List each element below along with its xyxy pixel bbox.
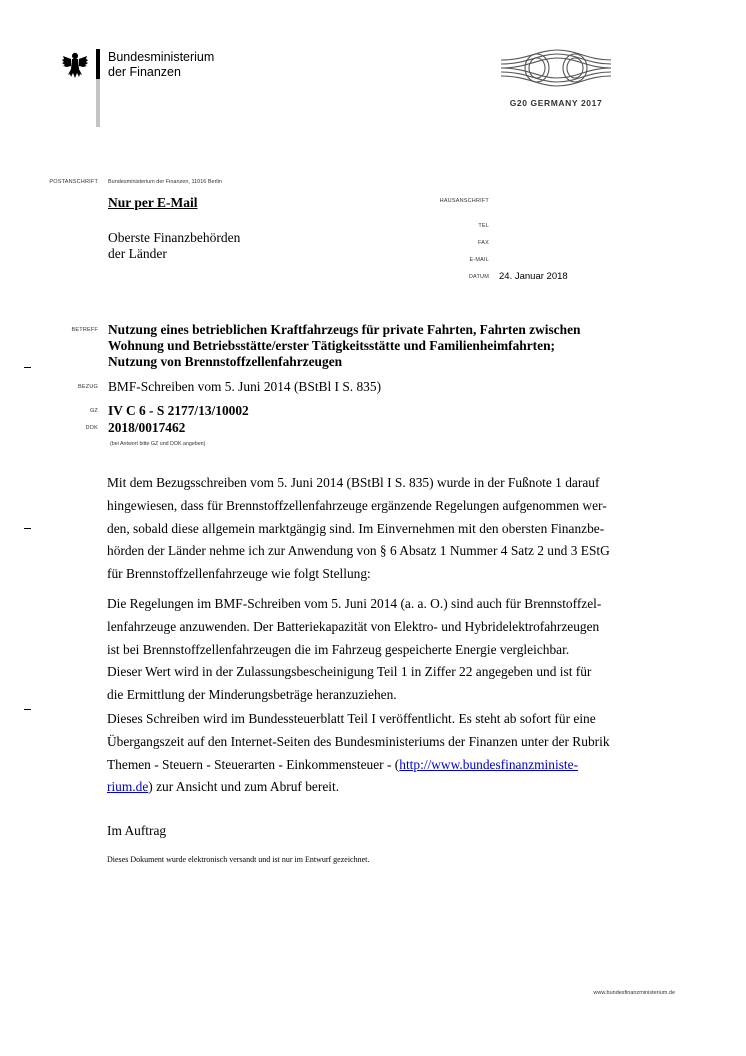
footer-website: www.bundesfinanzministerium.de	[593, 990, 675, 996]
p2-line: Die Regelungen im BMF-Schreiben vom 5. Juni 2014 (a. a. O.) sind auch für Brennstoffzel-	[107, 596, 602, 611]
recipient-line1: Oberste Finanzbehörden	[108, 230, 241, 245]
p3-line3-text: Themen - Steuern - Steuerarten - Einkommensteuer - (	[107, 756, 400, 772]
p3-line4-text: ) zur Ansicht und zum Abruf bereit.	[148, 779, 340, 795]
closing-text: Im Auftrag	[107, 823, 167, 838]
p1-line: Mit dem Bezugsschreiben vom 5. Juni 2014 (BStBl I S. 835) wurde in der Fußnote 1 darauf	[107, 475, 600, 490]
gz-label: GZ	[89, 408, 98, 414]
betreff-line2: Wohnung und Betriebsstätte/erster Tätigkeitsstätte und Familienheimfahrten;	[108, 338, 555, 353]
dok-value: 2018/0017462	[108, 420, 186, 435]
fold-mark-middle	[24, 528, 31, 529]
body-paragraph-2	[107, 593, 673, 707]
bezug-label: BEZUG	[78, 384, 98, 390]
p2-line: ist bei Brennstoffzellenfahrzeugen die im Fahrzeug gespeicherte Energie vergleichbar.	[107, 641, 570, 657]
bmf-website-link[interactable]: http://www.bundesfinanzministe-	[399, 756, 579, 772]
fax-label: FAX	[478, 240, 489, 246]
postanschrift-label: POSTANSCHRIFT	[49, 179, 98, 185]
p1-line: für Brennstoffzellenfahrzeuge wie folgt Stellung:	[107, 566, 371, 582]
betreff-line3: Nutzung von Brennstoffzellenfahrzeugen	[108, 354, 343, 369]
tel-label: TEL	[478, 223, 489, 229]
fold-mark-top	[24, 367, 31, 368]
betreff-text	[108, 322, 580, 370]
p1-line: den, sobald diese allgemein marktgängig sind. Im Einvernehmen mit den obersten Finanzbe-	[107, 520, 605, 536]
p3-line	[107, 754, 673, 777]
body-paragraph-1	[107, 472, 673, 586]
recipient-line2: der Länder	[108, 246, 167, 261]
fold-mark-bottom	[24, 709, 31, 710]
p3-line: Übergangszeit auf den Internet-Seiten des Bundesministeriums der Finanzen unter der Rubrik	[107, 733, 610, 749]
betreff-line1: Nutzung eines betrieblichen Kraftfahrzeugs für private Fahrten, Fahrten zwischen	[108, 322, 581, 337]
dok-label: DOK	[85, 425, 98, 431]
datum-label: DATUM	[468, 274, 489, 280]
hausanschrift-label: HAUSANSCHRIFT	[439, 198, 489, 204]
delivery-note: Nur per E-Mail	[108, 195, 198, 210]
ministry-divider-bar-grey	[96, 79, 100, 127]
ministry-divider-bar	[96, 49, 100, 79]
body-paragraph-3	[107, 708, 673, 799]
postanschrift-value: Bundesministerium der Finanzen, 11016 Berlin	[108, 179, 222, 185]
p1-line: hörden der Länder nehme ich zur Anwendung von § 6 Absatz 1 Nummer 4 Satz 2 und 3 EStG	[107, 543, 610, 559]
bmf-website-link-cont[interactable]: rium.de	[107, 779, 149, 795]
ministry-name-line1: Bundesministerium	[108, 50, 215, 64]
email-label: E-MAIL	[469, 257, 489, 263]
ministry-name-line2: der Finanzen	[108, 65, 181, 79]
p1-line: hingewiesen, dass für Brennstoffzellenfahrzeuge ergänzende Regelungen aufgenommen wer-	[107, 497, 607, 513]
datum-value: 24. Januar 2018	[499, 271, 568, 282]
p2-line: lenfahrzeuge anzuwenden. Der Batteriekapazität von Elektro- und Hybridelektrofahrzeugen	[107, 618, 600, 634]
reference-note: (bei Antwort bitte GZ und DOK angeben)	[110, 441, 206, 447]
p3-line: Dieses Schreiben wird im Bundessteuerblatt Teil I veröffentlicht. Es steht ab sofort für eine	[107, 711, 596, 726]
g20-label: G20 GERMANY 2017	[509, 98, 603, 108]
bezug-value: BMF-Schreiben vom 5. Juni 2014 (BStBl I S. 835)	[108, 379, 382, 394]
p2-line: Dieser Wert wird in der Zulassungsbescheinigung Teil 1 in Ziffer 22 angegeben und ist für	[107, 664, 592, 680]
betreff-label: BETREFF	[71, 327, 98, 333]
gz-value: IV C 6 - S 2177/13/10002	[108, 403, 249, 418]
p2-line: die Ermittlung der Minderungsbeträge heranzuziehen.	[107, 687, 397, 703]
federal-eagle-logo	[60, 50, 90, 80]
g20-knot-logo	[497, 46, 615, 90]
signature-note: Dieses Dokument wurde elektronisch versandt und ist nur im Entwurf gezeichnet.	[107, 855, 370, 864]
p3-line	[107, 776, 673, 799]
